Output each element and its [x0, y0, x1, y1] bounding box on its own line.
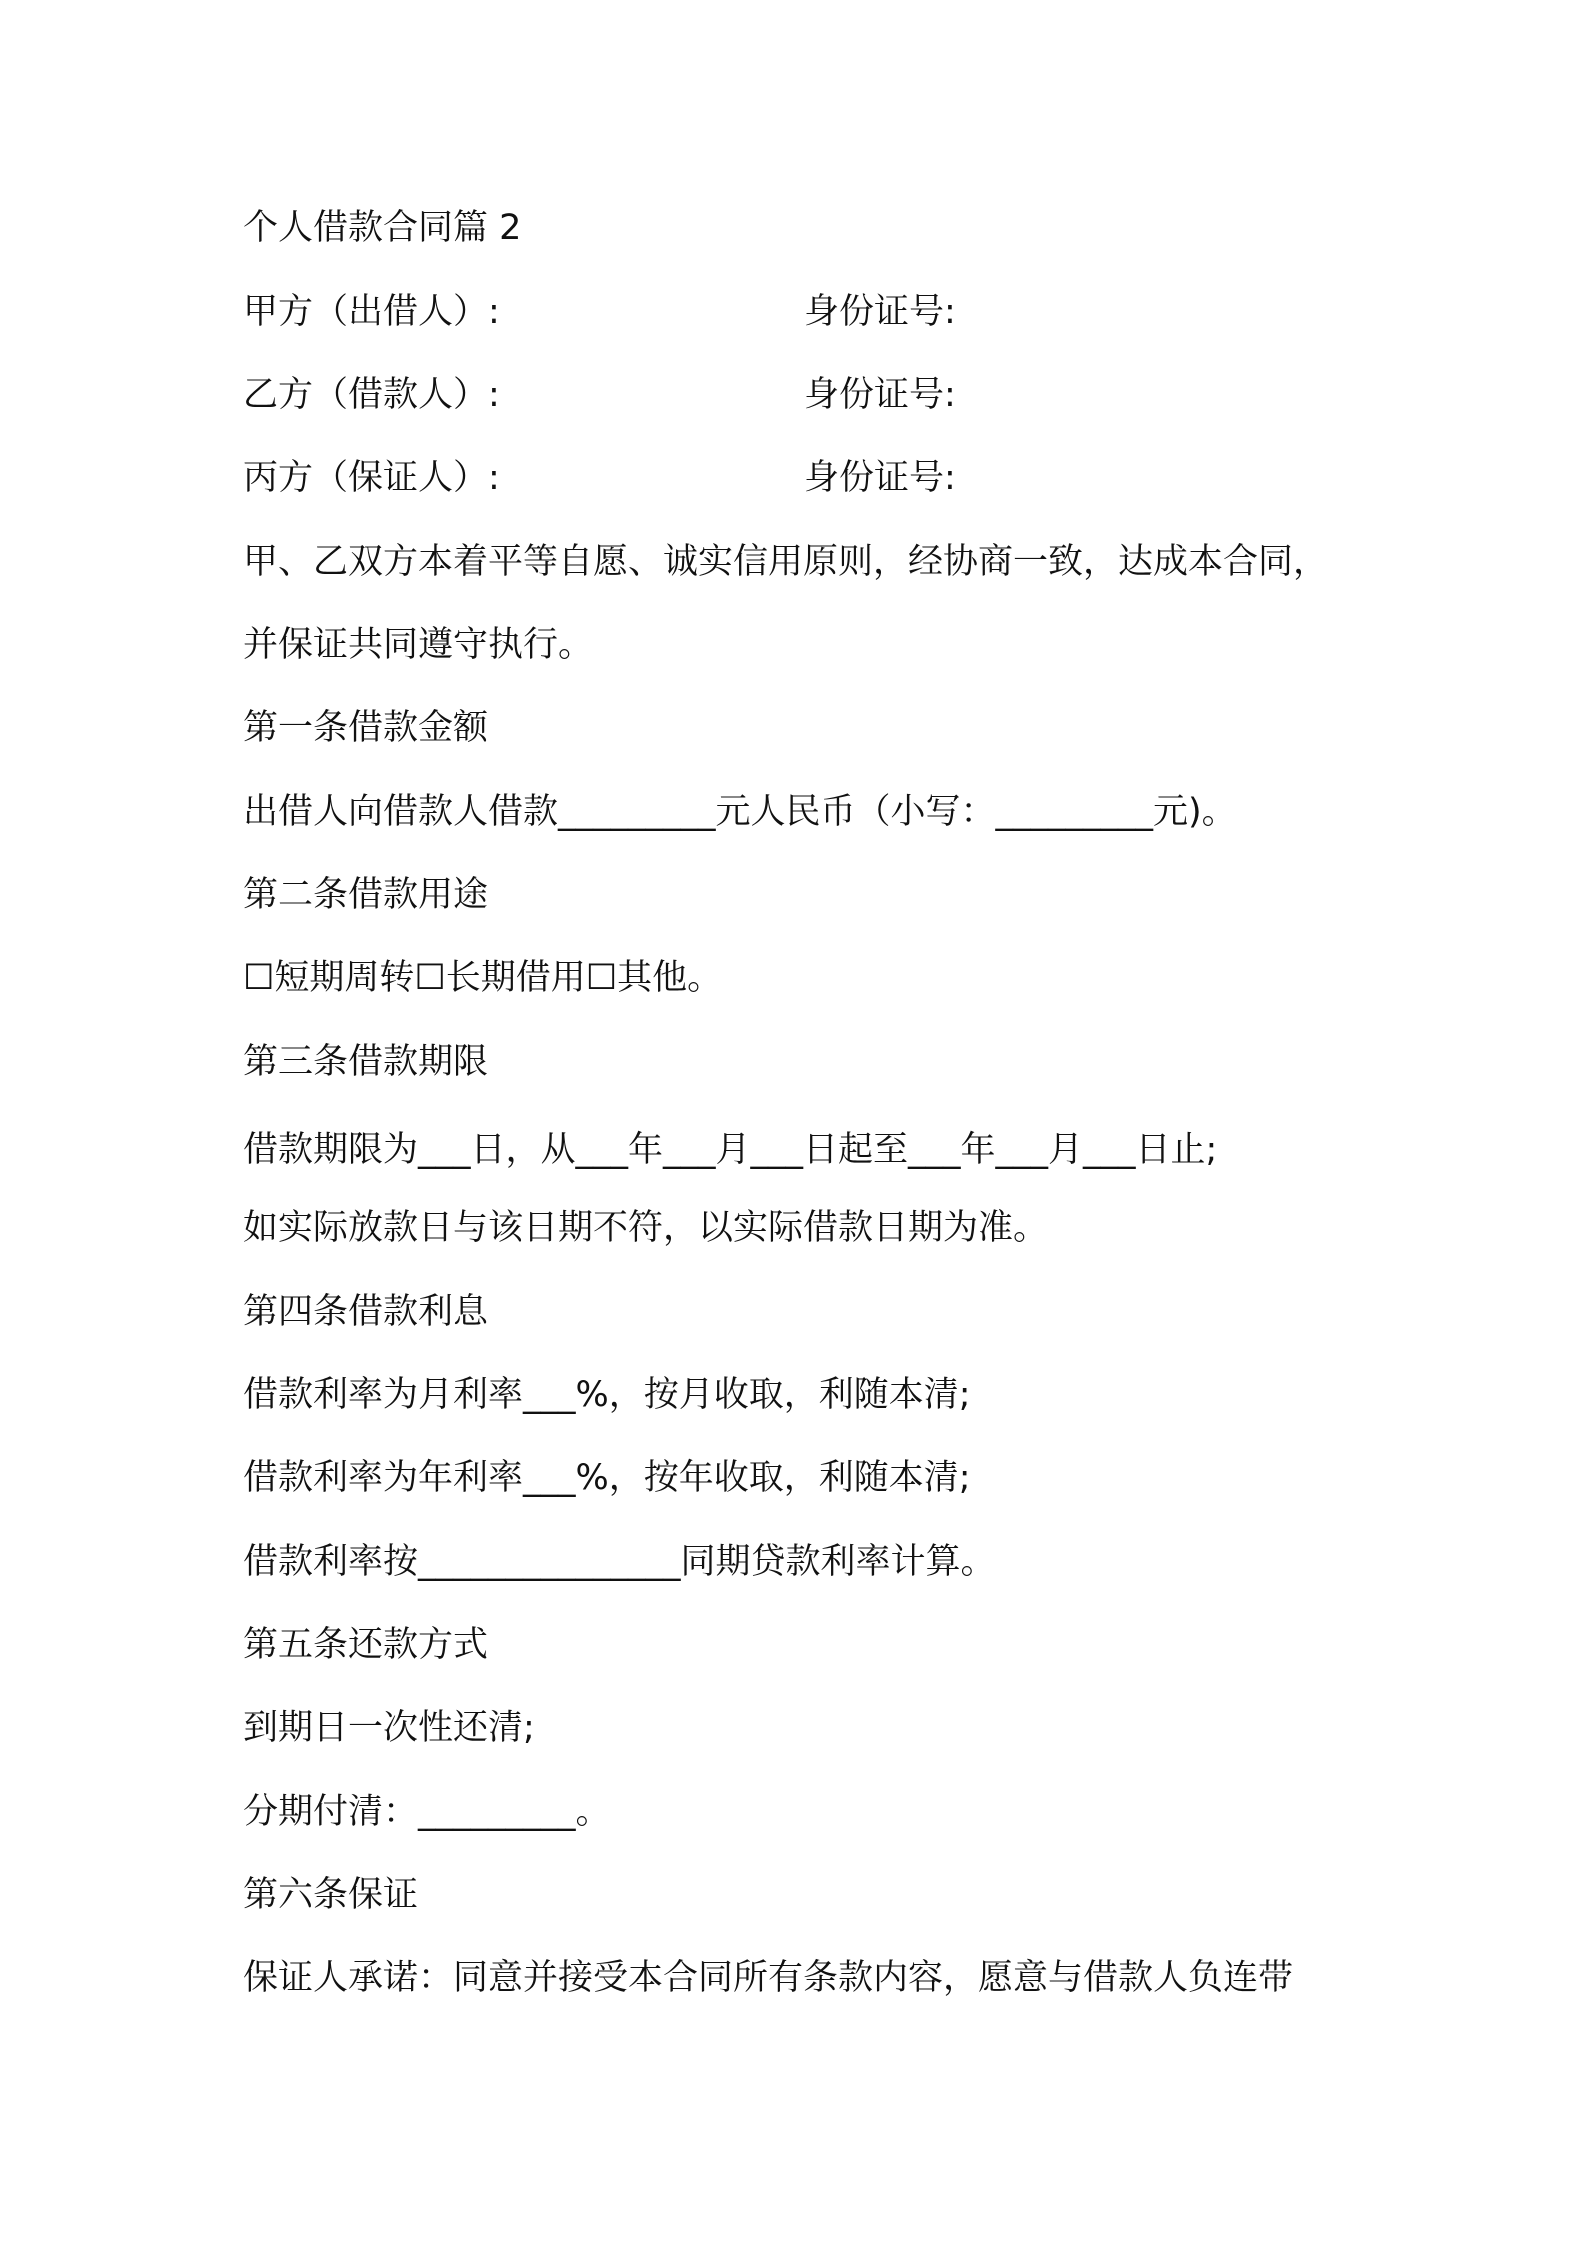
preamble-line-1: 甲、乙双方本着平等自愿、诚实信用原则，经协商一致，达成本合同，	[243, 542, 1329, 582]
article-4-line-3: 借款利率按_______________同期贷款利率计算。	[243, 1542, 996, 1582]
party-guarantor-id-label: 身份证号:	[804, 458, 956, 498]
party-guarantor-label: 丙方（保证人）:	[243, 458, 500, 498]
article-6-heading: 第六条保证	[243, 1875, 419, 1915]
article-1-text: 出借人向借款人借款_________元人民币（小写：_________元)。	[243, 792, 1237, 832]
article-2-heading: 第二条借款用途	[243, 875, 489, 915]
party-lender-id-label: 身份证号:	[804, 292, 956, 332]
article-3-line-2: 如实际放款日与该日期不符，以实际借款日期为准。	[243, 1208, 1049, 1248]
article-2-text: ☐短期周转☐长期借用☐其他。	[243, 958, 723, 998]
article-3-line-1: 借款期限为___日，从___年___月___日起至___年___月___日止;	[243, 1130, 1218, 1170]
article-5-line-2: 分期付清：_________。	[243, 1792, 611, 1832]
preamble-line-2: 并保证共同遵守执行。	[243, 625, 594, 665]
article-4-line-2: 借款利率为年利率___%，按年收取，利随本清;	[243, 1458, 971, 1498]
document-title: 个人借款合同篇 2	[243, 208, 522, 248]
article-4-line-1: 借款利率为月利率___%，按月收取，利随本清;	[243, 1375, 971, 1415]
article-1-heading: 第一条借款金额	[243, 708, 489, 748]
article-3-heading: 第三条借款期限	[243, 1042, 489, 1082]
party-borrower-label: 乙方（借款人）:	[243, 375, 500, 415]
party-borrower-id-label: 身份证号:	[804, 375, 956, 415]
article-5-heading: 第五条还款方式	[243, 1625, 489, 1665]
article-6-text: 保证人承诺：同意并接受本合同所有条款内容，愿意与借款人负连带	[243, 1958, 1294, 1998]
article-4-heading: 第四条借款利息	[243, 1292, 489, 1332]
article-5-line-1: 到期日一次性还清;	[243, 1708, 535, 1748]
party-lender-label: 甲方（出借人）:	[243, 292, 500, 332]
